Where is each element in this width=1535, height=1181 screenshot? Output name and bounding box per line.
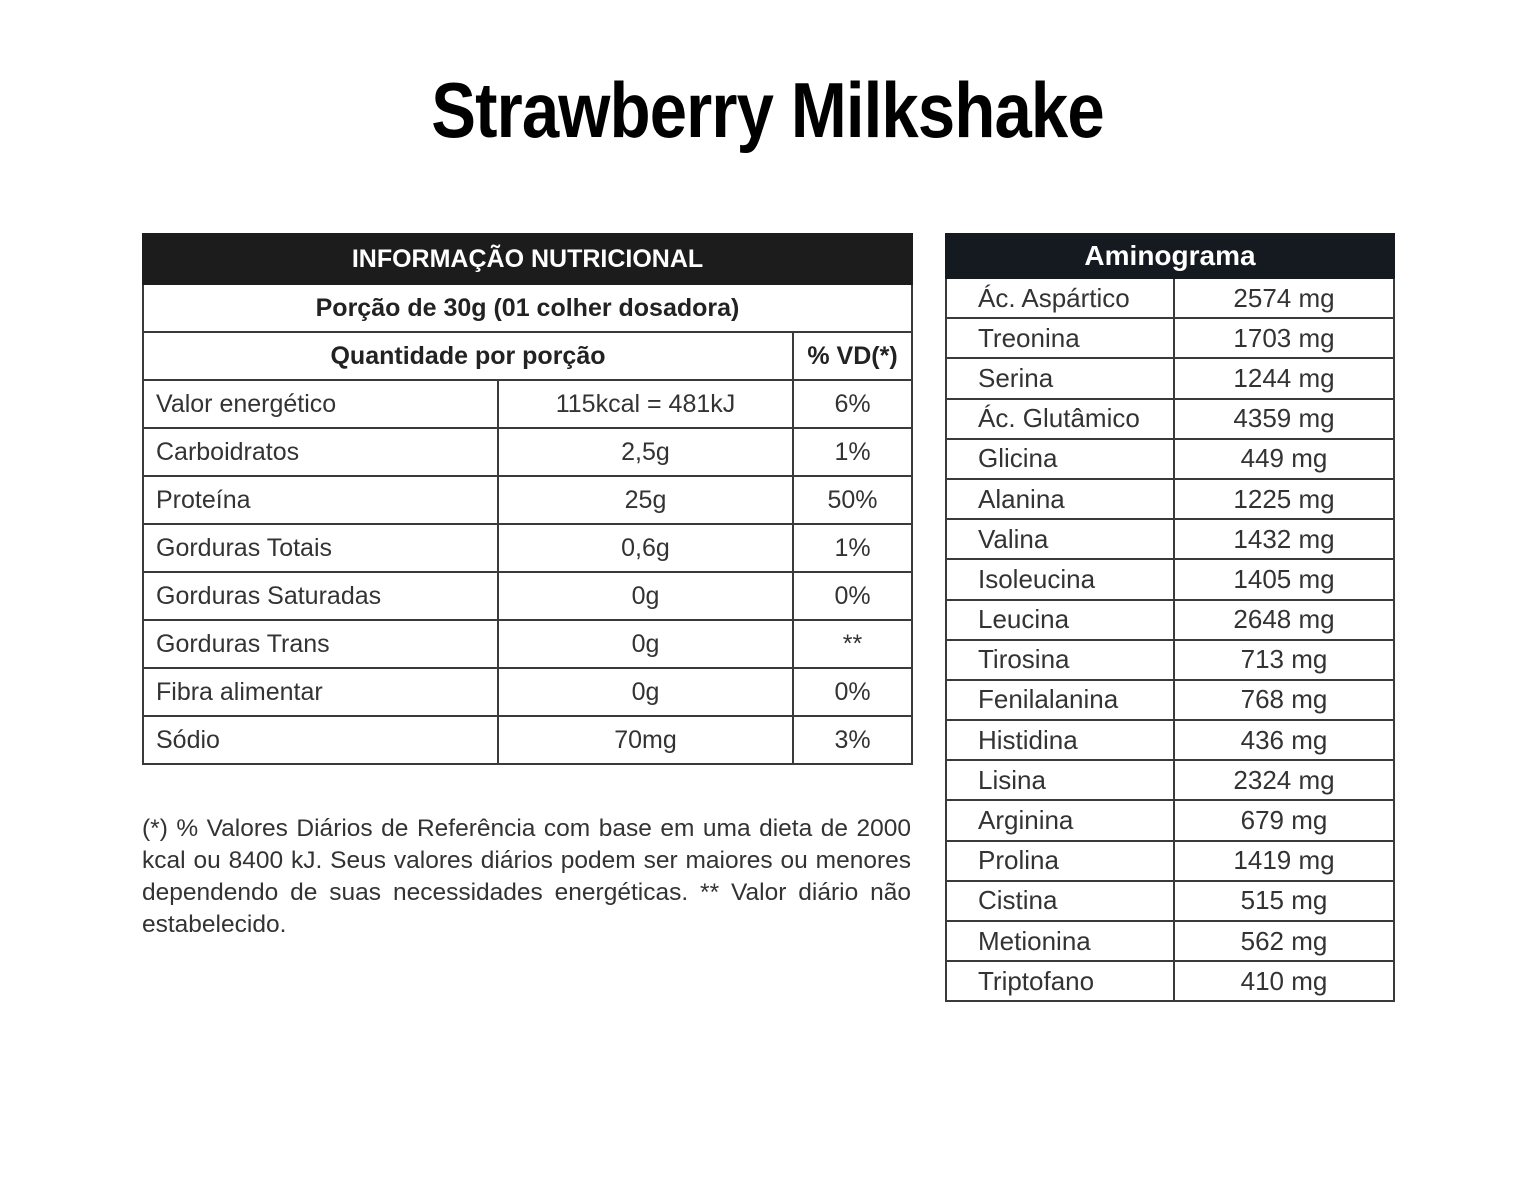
amino-acid-amount: 1703 mg [1174,318,1394,358]
nutrient-label: Gorduras Saturadas [143,572,498,620]
amino-acid-amount: 1405 mg [1174,559,1394,599]
table-row [946,318,1394,358]
nutrient-value: 70mg [498,716,793,764]
table-row [946,841,1394,881]
nutrient-value: 25g [498,476,793,524]
nutrient-value: 0g [498,668,793,716]
nutrient-value: 0g [498,620,793,668]
daily-value-header: % VD(*) [793,332,912,380]
nutrient-daily-value: ** [793,620,912,668]
amino-acid-amount: 713 mg [1174,640,1394,680]
nutrient-value: 2,5g [498,428,793,476]
nutrient-label: Fibra alimentar [143,668,498,716]
nutrient-label: Sódio [143,716,498,764]
amino-acid-amount: 410 mg [1174,961,1394,1001]
amino-acid-amount: 2574 mg [1174,278,1394,318]
amino-acid-name: Tirosina [946,640,1174,680]
nutrient-value: 0g [498,572,793,620]
amino-acid-amount: 436 mg [1174,720,1394,760]
amino-acid-amount: 1225 mg [1174,479,1394,519]
amino-acid-name: Cistina [946,881,1174,921]
table-row [143,380,912,428]
table-row [143,572,912,620]
table-row [946,680,1394,720]
nutrient-value: 0,6g [498,524,793,572]
amino-acid-name: Metionina [946,921,1174,961]
amino-acid-name: Triptofano [946,961,1174,1001]
amino-acid-name: Leucina [946,600,1174,640]
amino-acid-amount: 515 mg [1174,881,1394,921]
amino-acid-name: Prolina [946,841,1174,881]
table-row [946,760,1394,800]
amino-acid-amount: 562 mg [1174,921,1394,961]
amino-acid-name: Alanina [946,479,1174,519]
nutrient-daily-value: 6% [793,380,912,428]
amino-acid-name: Isoleucina [946,559,1174,599]
nutrient-value: 115kcal = 481kJ [498,380,793,428]
table-row [946,399,1394,439]
nutrition-facts-table [142,233,913,765]
table-row [946,800,1394,840]
table-row [946,358,1394,398]
table-row [143,476,912,524]
aminogram-header: Aminograma [946,234,1394,278]
nutrient-daily-value: 1% [793,428,912,476]
table-row [143,668,912,716]
nutrient-label: Proteína [143,476,498,524]
amino-acid-amount: 768 mg [1174,680,1394,720]
amino-acid-amount: 1432 mg [1174,519,1394,559]
nutrient-daily-value: 3% [793,716,912,764]
table-row [946,439,1394,479]
table-row [946,640,1394,680]
nutrient-daily-value: 50% [793,476,912,524]
table-row [946,519,1394,559]
amino-acid-amount: 679 mg [1174,800,1394,840]
table-row [946,720,1394,760]
amino-acid-amount: 1244 mg [1174,358,1394,398]
amino-acid-name: Lisina [946,760,1174,800]
amino-acid-name: Ác. Aspártico [946,278,1174,318]
aminogram-table [945,233,1395,1002]
table-row [946,881,1394,921]
amino-acid-amount: 2324 mg [1174,760,1394,800]
nutrient-label: Gorduras Trans [143,620,498,668]
nutrient-daily-value: 1% [793,524,912,572]
table-row [143,620,912,668]
table-row [143,716,912,764]
nutrient-daily-value: 0% [793,668,912,716]
quantity-header: Quantidade por porção [143,332,793,380]
table-row [946,559,1394,599]
table-row [143,524,912,572]
table-row [946,961,1394,1001]
nutrient-label: Valor energético [143,380,498,428]
table-row [946,600,1394,640]
nutrient-daily-value: 0% [793,572,912,620]
nutrition-header: INFORMAÇÃO NUTRICIONAL [143,234,912,284]
serving-size: Porção de 30g (01 colher dosadora) [143,284,912,332]
table-row [143,428,912,476]
amino-acid-name: Glicina [946,439,1174,479]
amino-acid-name: Histidina [946,720,1174,760]
amino-acid-name: Serina [946,358,1174,398]
amino-acid-name: Fenilalanina [946,680,1174,720]
amino-acid-amount: 1419 mg [1174,841,1394,881]
nutrient-label: Gorduras Totais [143,524,498,572]
amino-acid-name: Arginina [946,800,1174,840]
amino-acid-amount: 2648 mg [1174,600,1394,640]
table-row [946,278,1394,318]
nutrient-label: Carboidratos [143,428,498,476]
amino-acid-amount: 449 mg [1174,439,1394,479]
amino-acid-name: Valina [946,519,1174,559]
nutrition-footnote: (*) % Valores Diários de Referência com base em uma dieta de 2000 kcal ou 8400 kJ. Seus valores diários podem ser maiores ou menores dependendo de suas necessidades energéticas. ** Valor diário não estabelecido. [142,815,911,938]
amino-acid-amount: 4359 mg [1174,399,1394,439]
amino-acid-name: Ác. Glutâmico [946,399,1174,439]
amino-acid-name: Treonina [946,318,1174,358]
table-row [946,479,1394,519]
page-title: Strawberry Milkshake [431,66,1104,154]
table-row [946,921,1394,961]
